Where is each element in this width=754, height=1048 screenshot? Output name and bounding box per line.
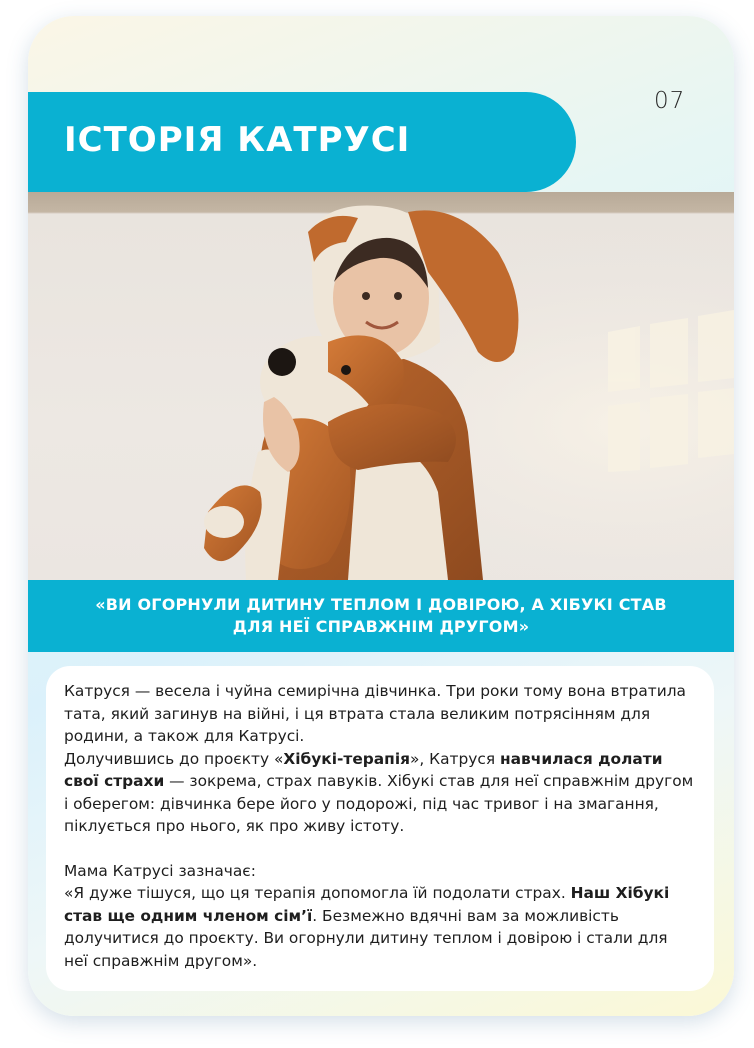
highlight-fears: навчилася долати свої страхи [64, 749, 663, 790]
p2-text-c: », Катруся [409, 749, 500, 768]
story-text-box [46, 666, 714, 991]
project-name: Хібукі-терапія [283, 749, 410, 768]
quote-line-2: ДЛЯ НЕЇ СПРАВЖНІМ ДРУГОМ» [232, 617, 530, 636]
p4-text-a: «Я дуже тішуся, що ця терапія допомогла їй подолати страх. [64, 884, 571, 902]
paragraph-gap [64, 838, 696, 860]
page-title: ІСТОРІЯ КАТРУСІ [64, 120, 411, 160]
mother-quote [64, 882, 696, 972]
p2-text-e: — зокрема, страх павуків. Хібукі став для неї справжнім другом і оберегом: дівчинка бере його у подорожі, під час тривог і на змагання, піклується про нього, як про живу істоту. [64, 772, 694, 835]
highlight-family: Наш Хібукі став ще одним членом сім’ї [64, 884, 670, 925]
story-card [28, 16, 734, 1016]
story-paragraph-3: Мама Катрусі зазначає: [64, 861, 256, 880]
p4-text-c: . Безмежно вдячні вам за можливість долучитися до проєкту. Ви огорнули дитину теплом і довірою і стали для неї справжнім другом». [64, 906, 668, 970]
title-banner [28, 92, 576, 192]
pull-quote [81, 594, 681, 638]
page-number: 07 [654, 88, 686, 114]
story-paragraph-1: Катруся — весела і чуйна семирічна дівчинка. Три роки тому вона втратила тата, який загинув на війні, і ця втрата стала великим потрясінням для родини, а також для Катрусі. [64, 682, 686, 745]
child-with-plush-dog-photo-icon [28, 192, 734, 580]
story-paragraph-2 [64, 748, 696, 838]
p2-text-a: Долучившись до проєкту « [64, 749, 284, 768]
story-photo [28, 192, 734, 580]
quote-banner [28, 580, 734, 652]
quote-line-1: «ВИ ОГОРНУЛИ ДИТИНУ ТЕПЛОМ І ДОВІРОЮ, А ХІБУКІ СТАВ [95, 595, 667, 614]
